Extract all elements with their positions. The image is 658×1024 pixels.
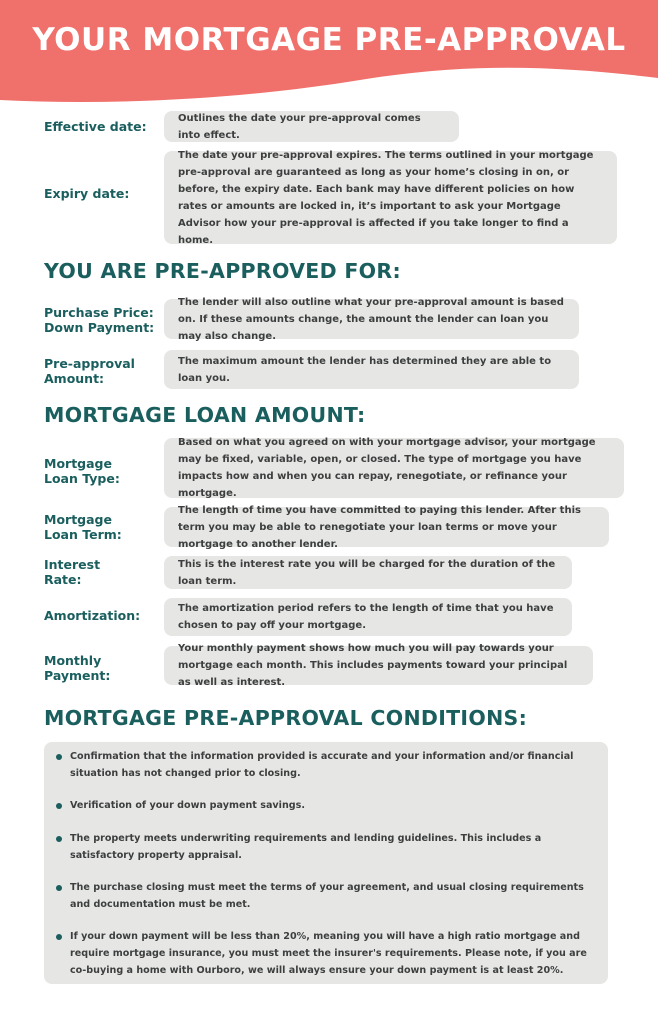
loan-type-description: Based on what you agreed on with your mortgage advisor, your mortgage may be fixed, variable, open, or closed. The type of mortgage you have impacts how and when you can repay, renegotiate, or refinance your mortgage. [164, 438, 624, 498]
condition-text: Verification of your down payment savings. [70, 800, 306, 811]
bullet-icon [56, 803, 62, 809]
amortization-description: The amortization period refers to the length of time that you have chosen to pay off your mortgage. [164, 598, 572, 636]
expiry-date-description: The date your pre-approval expires. The terms outlined in your mortgage pre-approval are guaranteed as long as your home’s closing in on, or before, the expiry date. Each bank may have different policies on how rates or amounts are locked in, it’s important to ask your Mortgage Advisor how your pre-approval is affected if you take longer to find a home. [164, 151, 617, 244]
bullet-icon [56, 754, 62, 760]
purchase-price-label-line1: Purchase Price: [44, 305, 154, 320]
loan-term-label-line2: Loan Term: [44, 527, 122, 542]
interest-rate-label-line1: Interest [44, 557, 101, 572]
condition-text: The purchase closing must meet the terms of your agreement, and usual closing requirements and documentation must be met. [70, 882, 584, 910]
interest-rate-description: This is the interest rate you will be charged for the duration of the loan term. [164, 556, 572, 589]
page-title: YOUR MORTGAGE PRE-APPROVAL [32, 22, 626, 58]
loan-type-label-line2: Loan Type: [44, 471, 120, 486]
conditions-list [44, 742, 608, 984]
interest-rate-label [44, 557, 100, 587]
loan-term-label-line1: Mortgage [44, 512, 112, 527]
preapproval-amount-description: The maximum amount the lender has determined they are able to loan you. [164, 350, 579, 389]
condition-text: If your down payment will be less than 20%, meaning you will have a high ratio mortgage and require mortgage insurance, you must meet the insurer's requirements. Please note, if you are co-buying a home with Ourboro, we will always ensure your down payment is at least 20%. [70, 931, 587, 976]
amortization-label: Amortization: [44, 608, 141, 623]
conditions-section-title: MORTGAGE PRE-APPROVAL CONDITIONS: [44, 706, 528, 730]
condition-text: Confirmation that the information provided is accurate and your information and/or financial situation has not changed prior to closing. [70, 751, 574, 779]
bullet-icon [56, 885, 62, 891]
expiry-date-label: Expiry date: [44, 186, 130, 201]
bullet-icon [56, 934, 62, 940]
header-banner [0, 0, 658, 110]
interest-rate-label-line2: Rate: [44, 572, 82, 587]
effective-date-label: Effective date: [44, 119, 147, 134]
loan-term-label [44, 512, 122, 542]
purchase-price-description: The lender will also outline what your pre-approval amount is based on. If these amounts change, the amount the lender can loan you may also change. [164, 299, 579, 339]
purchase-price-label [44, 305, 154, 335]
preapproval-amount-label-line2: Amount: [44, 371, 105, 386]
monthly-payment-label [44, 653, 110, 683]
condition-text: The property meets underwriting requirements and lending guidelines. This includes a satisfactory property appraisal. [70, 833, 542, 861]
monthly-payment-label-line1: Monthly [44, 653, 102, 668]
loan-section-title: MORTGAGE LOAN AMOUNT: [44, 403, 366, 427]
monthly-payment-description: Your monthly payment shows how much you will pay towards your mortgage each month. This includes payments toward your principal as well as interest. [164, 646, 593, 685]
loan-term-description: The length of time you have committed to paying this lender. After this term you may be able to renegotiate your loan terms or move your mortgage to another lender. [164, 507, 609, 547]
monthly-payment-label-line2: Payment: [44, 668, 111, 683]
bullet-icon [56, 836, 62, 842]
preapproval-amount-label [44, 356, 135, 386]
preapproval-amount-label-line1: Pre-approval [44, 356, 135, 371]
loan-type-label-line1: Mortgage [44, 456, 112, 471]
purchase-price-label-line2: Down Payment: [44, 320, 155, 335]
loan-type-label [44, 456, 120, 486]
preapproved-section-title: YOU ARE PRE-APPROVED FOR: [44, 259, 401, 283]
effective-date-description: Outlines the date your pre-approval comes into effect. [164, 111, 459, 142]
